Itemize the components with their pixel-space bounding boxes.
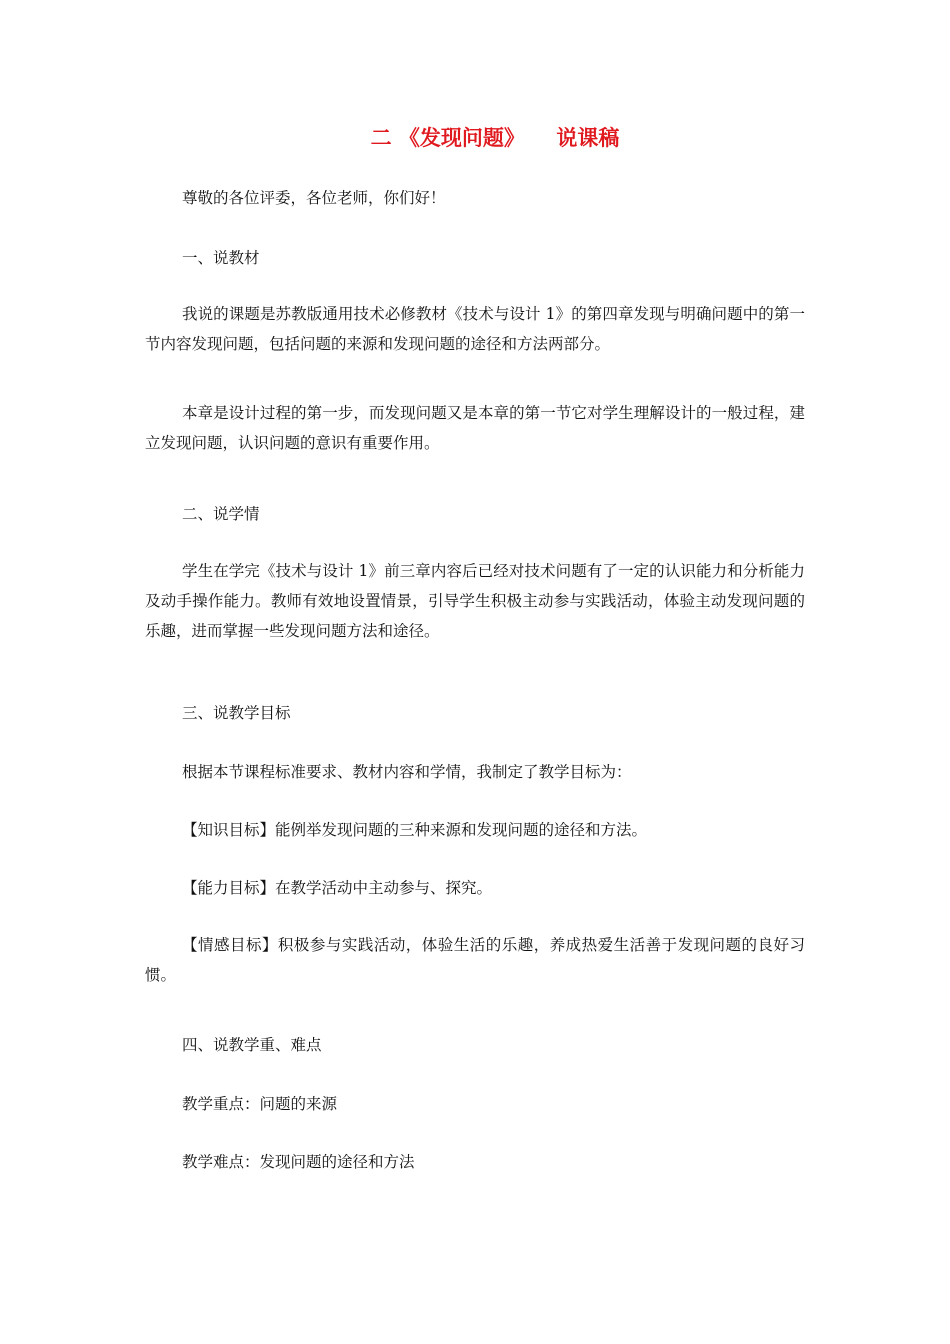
teaching-difficulty: 教学难点：发现问题的途径和方法 [182,1153,415,1171]
section-heading-textbook: 一、说教材 [182,249,260,267]
paragraph-learners: 学生在学完《技术与设计 1》前三章内容后已经对技术问题有了一定的认识能力和分析能力及动手操作能力。教师有效地设置情景，引导学生积极主动参与实践活动，体验主动发现问题的乐趣，进而掌握一些发现问题方法和途径。 [145,562,805,640]
objective-emotion: 【情感目标】积极参与实践活动，体验生活的乐趣，养成热爱生活善于发现问题的良好习惯。 [145,936,805,984]
section-heading-objectives: 三、说教学目标 [182,704,291,722]
section-heading-key-points: 四、说教学重、难点 [182,1036,322,1054]
section-heading-learners: 二、说学情 [182,505,260,523]
objective-knowledge: 【知识目标】能例举发现问题的三种来源和发现问题的途径和方法。 [182,821,648,839]
paragraph-objectives-intro: 根据本节课程标准要求、教材内容和学情，我制定了教学目标为： [182,763,632,781]
paragraph-chapter-role: 本章是设计过程的第一步，而发现问题又是本章的第一节它对学生理解设计的一般过程，建立发现问题，认识问题的意识有重要作用。 [145,404,805,452]
document-title: 二 《发现问题》 说课稿 [370,125,620,150]
greeting-paragraph: 尊敬的各位评委，各位老师，你们好！ [182,189,446,207]
paragraph-textbook-topic: 我说的课题是苏教版通用技术必修教材《技术与设计 1》的第四章发现与明确问题中的第一节内容发现问题，包括问题的来源和发现问题的途径和方法两部分。 [145,305,805,353]
objective-ability: 【能力目标】在教学活动中主动参与、探究。 [182,879,493,897]
teaching-key-point: 教学重点：问题的来源 [182,1095,338,1113]
